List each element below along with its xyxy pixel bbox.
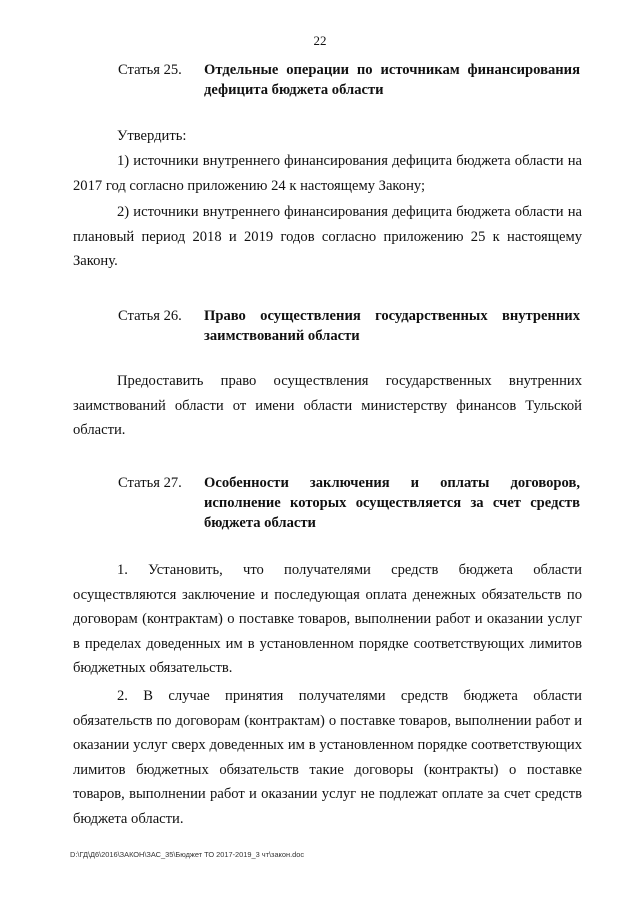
article-25-paragraph-1: Утвердить: xyxy=(117,128,187,144)
article-25-title: Отдельные операции по источникам финансирования дефицита бюджета области xyxy=(204,62,580,98)
article-25-number: Статья 25. xyxy=(118,62,182,78)
article-27-paragraph-1: 1. Установить, что получателями средств бюджета области осуществляются заключение и последующая оплата денежных обязательств по договорам (контрактам) о поставке товаров, выполнении работ и оказании услуг в пределах доведенных им в установленном порядке соответствующих лимитов бюджетных обязательств. xyxy=(73,562,582,676)
article-27-title: Особенности заключения и оплаты договоров, исполнение которых осуществляется за счет средств бюджета области xyxy=(204,475,580,531)
page-number: 22 xyxy=(313,33,327,48)
article-26-title: Право осуществления государственных внутренних заимствований области xyxy=(204,308,580,344)
article-27-heading xyxy=(118,473,580,533)
article-27-paragraph-2: 2. В случае принятия получателями средств бюджета области обязательств по договорам (контрактам) о поставке товаров, выполнении работ и оказании услуг сверх доведенных им в установленном порядке соответствующих лимитов бюджетных обязательств такие договоры (контракты) о поставке товаров, выполнении работ и оказании услуг не подлежат оплате за счет средств бюджета области. xyxy=(73,688,582,827)
document-file-path: D:\ГД\Д6\2016\ЗАКОН\ЗАС_35\Бюджет ТО 2017-2019_3 чт\закон.doc xyxy=(70,850,305,859)
article-25-heading xyxy=(118,60,580,100)
article-25-paragraph-2: 1) источники внутреннего финансирования дефицита бюджета области на 2017 год согласно приложению 24 к настоящему Закону; xyxy=(73,153,582,194)
article-26-heading xyxy=(118,306,580,346)
article-25-paragraph-3: 2) источники внутреннего финансирования дефицита бюджета области на плановый период 2018 и 2019 годов согласно приложению 25 к настоящему Закону. xyxy=(73,204,582,269)
article-26-number: Статья 26. xyxy=(118,308,182,324)
article-27-number: Статья 27. xyxy=(118,475,182,491)
article-26-paragraph-1: Предоставить право осуществления государственных внутренних заимствований области от имени области министерству финансов Тульской области. xyxy=(73,373,582,438)
